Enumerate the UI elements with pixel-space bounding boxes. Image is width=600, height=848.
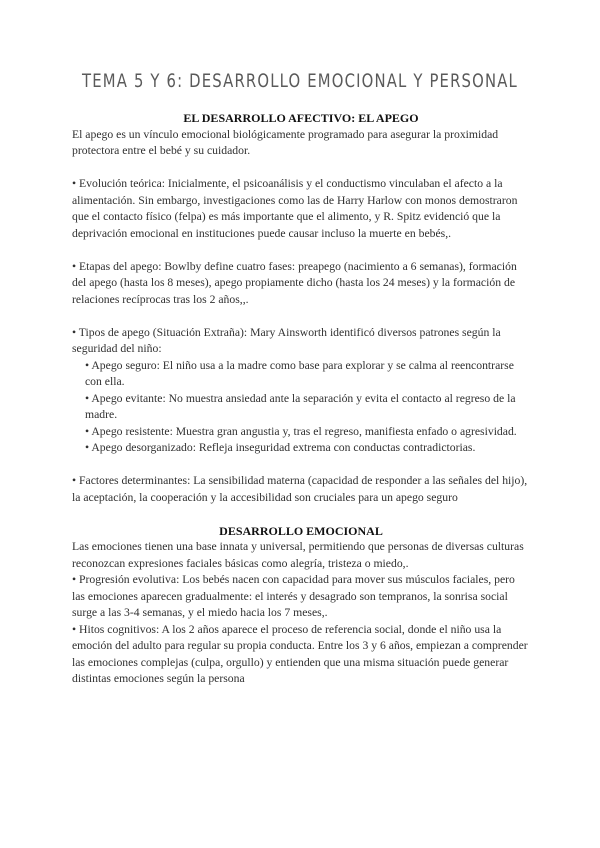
page-title: TEMA 5 Y 6: DESARROLLO EMOCIONAL Y PERSONAL bbox=[82, 70, 518, 92]
paragraph-progresion-evolutiva: • Progresión evolutiva: Los bebés nacen con capacidad para mover sus músculos faciales, pero las emociones aparecen gradualmente: el interés y desagrado son tempranos, la sonrisa social surge a las 3-4 semanas, y el miedo hacia los 7 meses,. bbox=[72, 573, 515, 619]
list-item-apego-desorganizado: • Apego desorganizado: Refleja inseguridad extrema con conductas contradictorias. bbox=[85, 441, 476, 454]
paragraph-hitos-cognitivos: • Hitos cognitivos: A los 2 años aparece el proceso de referencia social, donde el niño usa la emoción del adulto para regular su propia conducta. Entre los 3 y 6 años, empiezan a comprender las emociones complejas (culpa, orgullo) y entienden que una misma situación puede generar distintas emociones según la persona bbox=[72, 622, 528, 685]
paragraph-etapas-apego: • Etapas del apego: Bowlby define cuatro fases: preapego (nacimiento a 6 semanas), formación del apego (hasta los 8 meses), apego propiamente dicho (hasta los 24 meses) y la formación de relaciones recíprocas tras los 2 años,,. bbox=[72, 259, 517, 306]
paragraph-factores-determinantes: • Factores determinantes: La sensibilidad materna (capacidad de responder a las señales del hijo), la aceptación, la cooperación y la accesibilidad son cruciales para un apego seguro bbox=[72, 474, 528, 504]
paragraph-apego-intro: El apego es un vínculo emocional biológicamente programado para asegurar la proximidad protectora entre el bebé y su cuidador. bbox=[72, 127, 499, 157]
section-heading-desarrollo-emocional: DESARROLLO EMOCIONAL bbox=[219, 523, 383, 538]
section-heading-apego: EL DESARROLLO AFECTIVO: EL APEGO bbox=[183, 111, 419, 125]
document-body bbox=[72, 110, 530, 688]
list-item-apego-seguro: • Apego seguro: El niño usa a la madre como base para explorar y se calma al reencontrarse con ella. bbox=[85, 358, 514, 388]
paragraph-evolucion-teorica: • Evolución teórica: Inicialmente, el psicoanálisis y el conductismo vinculaban el afecto a la alimentación. Sin embargo, investigaciones como las de Harry Harlow con monos demostraron que el contacto físico (felpa) es más importante que el alimento, y R. Spitz evidenció que la deprivación emocional en instituciones puede causar incluso la muerte en bebés,. bbox=[72, 177, 518, 240]
list-item-apego-resistente: • Apego resistente: Muestra gran angustia y, tras el regreso, manifiesta enfado o agresividad. bbox=[85, 424, 517, 438]
list-item-apego-evitante: • Apego evitante: No muestra ansiedad ante la separación y evita el contacto al regreso de la madre. bbox=[85, 391, 516, 421]
paragraph-emociones-intro: Las emociones tienen una base innata y universal, permitiendo que personas de diversas culturas reconozcan expresiones faciales básicas como alegría, tristeza o miedo,. bbox=[72, 540, 524, 570]
paragraph-tipos-apego: • Tipos de apego (Situación Extraña): Mary Ainsworth identificó diversos patrones según la seguridad del niño: bbox=[72, 325, 501, 355]
